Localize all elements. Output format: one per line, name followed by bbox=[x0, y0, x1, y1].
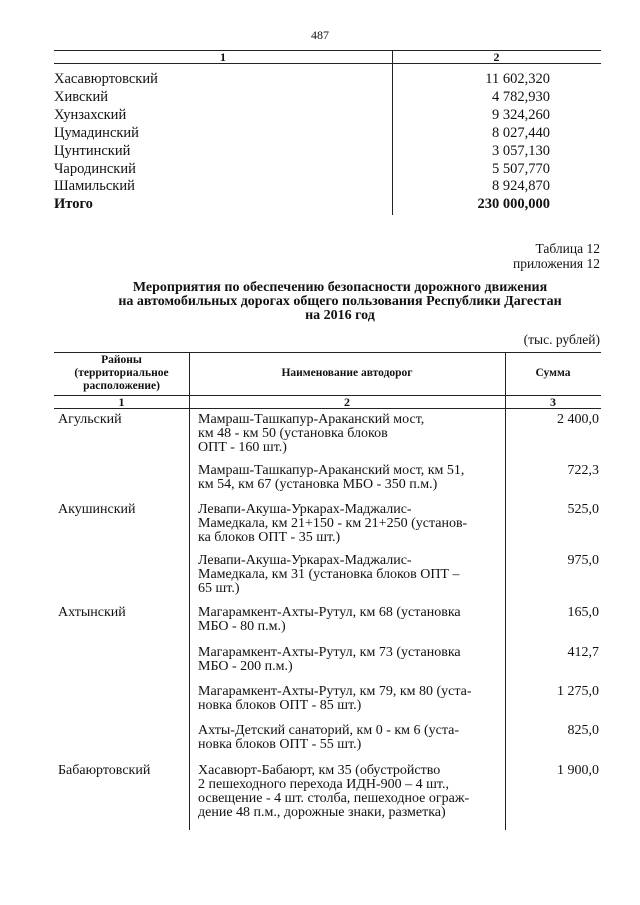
road-description bbox=[198, 764, 498, 820]
road-line: ка блоков ОПТ - 35 шт.) bbox=[198, 530, 341, 545]
road-description bbox=[198, 606, 498, 634]
road-line: Хасавюрт-Бабаюрт, км 35 (обустройство bbox=[198, 763, 441, 778]
table2-header-sum: Сумма bbox=[535, 367, 571, 379]
table1-total-label: Итого bbox=[54, 196, 93, 212]
table1-amount: 11 602,320 bbox=[485, 71, 550, 87]
table1-row bbox=[54, 106, 550, 124]
road-line: Магарамкент-Ахты-Рутул, км 68 (установка bbox=[198, 605, 461, 620]
road-line: Левапи-Акуша-Уркарах-Маджалис- bbox=[198, 553, 412, 568]
sum-value: 825,0 bbox=[567, 723, 599, 738]
table1-district-name: Шамильский bbox=[54, 178, 135, 194]
road-description bbox=[198, 554, 498, 596]
table1-row bbox=[54, 142, 550, 160]
units-note: (тыс. рублей) bbox=[523, 332, 600, 347]
document-title-line3: на 2016 год bbox=[305, 308, 375, 323]
sum-value: 2 400,0 bbox=[557, 412, 599, 427]
road-line: новка блоков ОПТ - 55 шт.) bbox=[198, 737, 362, 752]
road-line: 65 шт.) bbox=[198, 581, 240, 596]
road-line: Мамраш-Ташкапур-Араканский мост, bbox=[198, 412, 425, 427]
document-title-line1: Мероприятия по обеспечению безопасности дорожного движения bbox=[132, 280, 548, 295]
table1-district-name: Чародинский bbox=[54, 161, 136, 177]
road-line: МБО - 200 п.м.) bbox=[198, 659, 293, 674]
table-label: Таблица 12 bbox=[535, 241, 600, 256]
road-description bbox=[198, 646, 498, 674]
table1-amount: 8 924,870 bbox=[492, 178, 550, 194]
document-title-line2: на автомобильных дорогах общего пользования Республики Дагестан bbox=[118, 294, 562, 309]
appendix-label: приложения 12 bbox=[512, 256, 600, 271]
road-description bbox=[198, 413, 498, 455]
table2-header-road-name: Наименование автодорог bbox=[281, 367, 413, 379]
table1-total-amount: 230 000,000 bbox=[477, 196, 550, 212]
road-description bbox=[198, 464, 498, 492]
table1-row bbox=[54, 70, 550, 88]
road-line: Ахты-Детский санаторий, км 0 - км 6 (уста- bbox=[198, 723, 460, 738]
table1-row bbox=[54, 177, 550, 195]
district-name: Ахтынский bbox=[58, 605, 126, 620]
road-line: 2 пешеходного перехода ИДН-900 – 4 шт., bbox=[198, 777, 450, 792]
road-line: освещение - 4 шт. столба, пешеходное ограж- bbox=[198, 791, 470, 806]
header-districts-line: расположение) bbox=[83, 380, 160, 392]
table1-col-header-2: 2 bbox=[493, 50, 500, 64]
table1-amount: 5 507,770 bbox=[492, 161, 550, 177]
district-name: Бабаюртовский bbox=[58, 763, 151, 778]
table2-col-number-3: 3 bbox=[550, 395, 556, 409]
table1-amount: 9 324,260 bbox=[492, 107, 550, 123]
district-name: Агульский bbox=[58, 412, 122, 427]
table2-col-number-2: 2 bbox=[344, 395, 350, 409]
table1-amount: 3 057,130 bbox=[492, 143, 550, 159]
page-number: 487 bbox=[311, 28, 329, 42]
road-line: Мамедкала, км 31 (установка блоков ОПТ – bbox=[198, 567, 460, 582]
table1-total-row bbox=[54, 195, 550, 213]
road-line: ОПТ - 160 шт.) bbox=[198, 440, 287, 455]
table2-col-number-1: 1 bbox=[118, 395, 125, 409]
header-districts-line: Районы bbox=[101, 354, 142, 366]
sum-value: 1 900,0 bbox=[557, 763, 599, 778]
road-line: км 54, км 67 (установка МБО - 350 п.м.) bbox=[198, 477, 438, 492]
road-line: Левапи-Акуша-Уркарах-Маджалис- bbox=[198, 502, 412, 517]
table2-column-divider bbox=[505, 352, 506, 830]
table2-header-districts bbox=[54, 354, 189, 393]
table1-row bbox=[54, 124, 550, 142]
sum-value: 1 275,0 bbox=[557, 684, 599, 699]
road-line: Мамраш-Ташкапур-Араканский мост, км 51, bbox=[198, 463, 465, 478]
road-line: Мамедкала, км 21+150 - км 21+250 (установ- bbox=[198, 516, 468, 531]
road-line: км 48 - км 50 (установка блоков bbox=[198, 426, 388, 441]
road-line: Магарамкент-Ахты-Рутул, км 73 (установка bbox=[198, 645, 461, 660]
table1-amount: 4 782,930 bbox=[492, 89, 550, 105]
table1-district-name: Хасавюртовский bbox=[54, 71, 158, 87]
header-districts-line: (территориальное bbox=[74, 367, 169, 379]
sum-value: 165,0 bbox=[567, 605, 599, 620]
road-line: новка блоков ОПТ - 85 шт.) bbox=[198, 698, 362, 713]
road-description bbox=[198, 724, 498, 752]
table1-amount: 8 027,440 bbox=[492, 125, 550, 141]
road-description bbox=[198, 685, 498, 713]
table2-column-divider bbox=[189, 352, 190, 830]
table1-district-name: Цунтинский bbox=[54, 143, 131, 159]
table1-col-header-1: 1 bbox=[220, 50, 226, 64]
district-name: Акушинский bbox=[58, 502, 136, 517]
sum-value: 525,0 bbox=[567, 502, 599, 517]
table1-district-name: Цумадинский bbox=[54, 125, 139, 141]
road-description bbox=[198, 503, 498, 545]
table1-row bbox=[54, 88, 550, 106]
sum-value: 975,0 bbox=[567, 553, 599, 568]
sum-value: 722,3 bbox=[567, 463, 599, 478]
road-line: дение 48 п.м., дорожные знаки, разметка) bbox=[198, 805, 446, 820]
table1-district-name: Хивский bbox=[54, 89, 108, 105]
road-line: МБО - 80 п.м.) bbox=[198, 619, 286, 634]
table1-row bbox=[54, 160, 550, 178]
table2-top-border bbox=[54, 352, 601, 353]
road-line: Магарамкент-Ахты-Рутул, км 79, км 80 (уста- bbox=[198, 684, 472, 699]
sum-value: 412,7 bbox=[567, 645, 599, 660]
table1-district-name: Хунзахский bbox=[54, 107, 127, 123]
